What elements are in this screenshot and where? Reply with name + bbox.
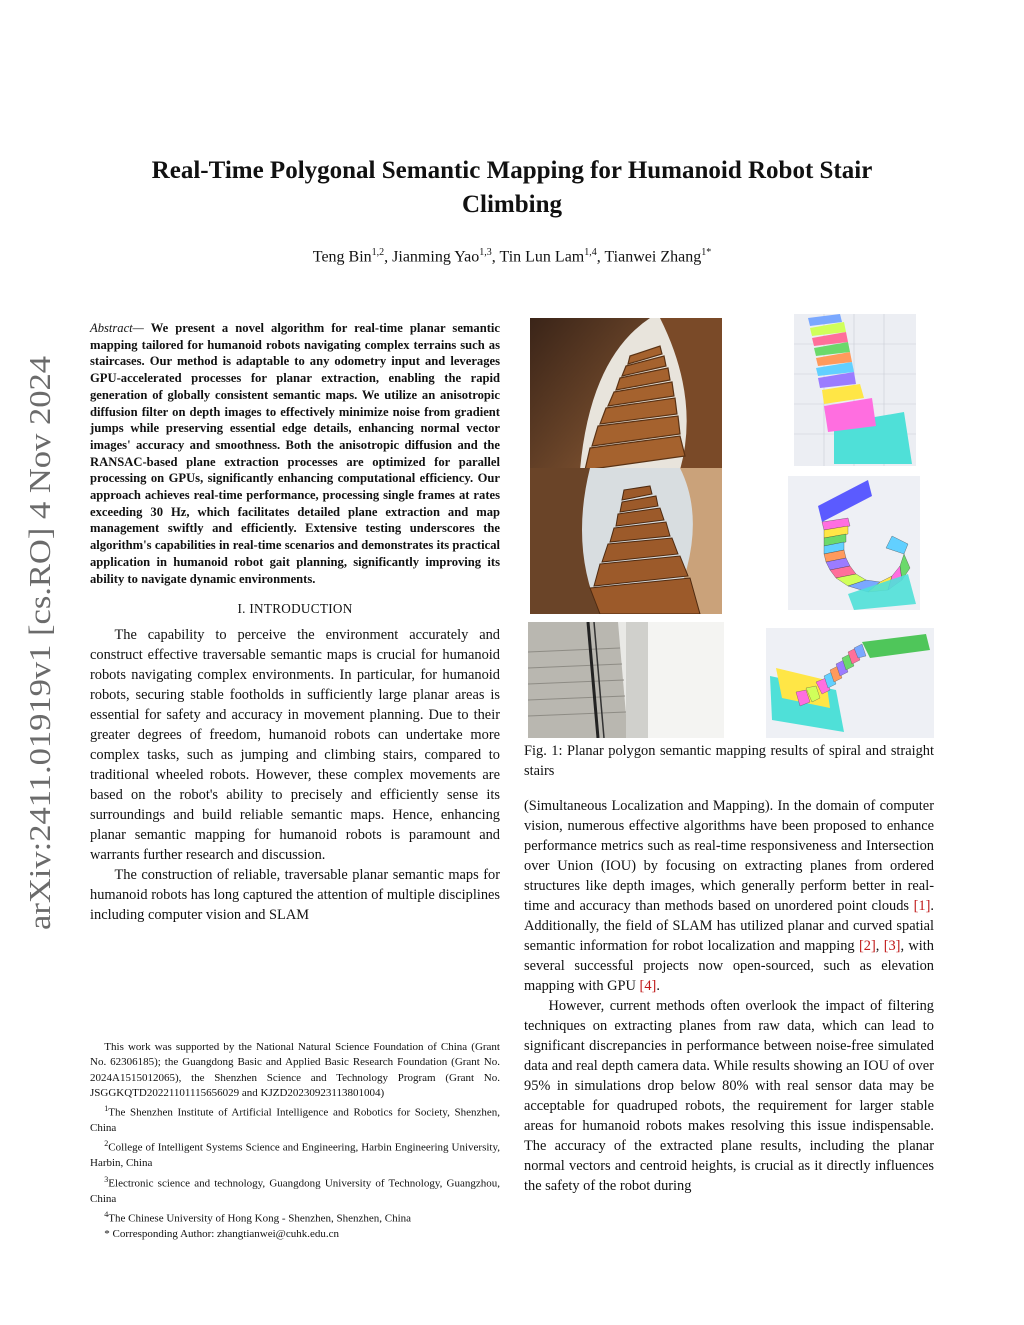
citation-link[interactable]: [4] xyxy=(639,978,657,994)
footnote-affiliation-2: $^2$College of Intelligent Systems Science and Engineering, Harbin Engineering University, Harbin, China xyxy=(90,1139,500,1170)
author-affiliation: 1,2 xyxy=(371,247,385,258)
intro-paragraph-1: The capability to perceive the environment accurately and construct effective traversable semantic maps is crucial for humanoid robots navigating complex environments. In particular, for humanoid robots, securing stable footholds in sufficiently large planar areas is essential for safety and accuracy in movement planning. Due to their greater degrees of freedom, humanoid robots can undertake more complex tasks, such as jumping and climbing stairs, compared to traditional wheeled robots. However, these complex movements are based on the robot's ability to precisely and efficiently sense its surroundings and build reliable semantic maps. Hence, enhancing planar semantic mapping for humanoid robots is paramount and warrants further research and discussion. xyxy=(90,627,500,864)
figure-1 xyxy=(524,312,936,742)
author-affiliation: 1,3 xyxy=(479,247,492,258)
spiral-stairs-photo-1 xyxy=(530,318,722,470)
left-column xyxy=(90,320,500,925)
right-paragraph-1: (Simultaneous Localization and Mapping). In the domain of computer vision, numerous effective algorithms have been proposed to enhance performance metrics such as real-time responsiveness and Intersection over Union (IOU) by focusing on extracting planes from ordered structures like depth images, which generally perform better in real-time and accuracy than methods based on unordered point clouds [1]. Additionally, the field of SLAM has utilized planar and curved spatial semantic information for robot localization and mapping [2], [3], with several successful projects now open-sourced, such as elevation mapping with GPU [4]. xyxy=(524,798,934,994)
semantic-map-2 xyxy=(788,476,920,610)
abstract xyxy=(90,320,500,587)
semantic-map-1 xyxy=(794,314,916,466)
right-paragraph-2: However, current methods often overlook the impact of filtering techniques on extracting planes from raw data, which can lead to significant discrepancies in performance between noise-free simulated data and real depth camera data. While results showing an IOU of over 95% in simulations drop below 80% with real sensor data may be acceptable for quadruped robots, the requirement for larger stable areas for humanoid robots makes resolving this issue indispensable. The accuracy of the extracted plane results, including the planar normal vectors and centroid heights, is crucial as it directly influences the safety of the robot during xyxy=(524,998,934,1194)
author-name: Teng Bin xyxy=(312,248,372,266)
footnote-affiliation-3: $^3$Electronic science and technology, Guangdong University of Technology, Guangzhou, China xyxy=(90,1174,500,1205)
author-name: Tin Lun Lam xyxy=(499,248,585,266)
abstract-text: We present a novel algorithm for real-time planar semantic mapping tailored for humanoid robots navigating complex terrains such as staircases. Our method is adaptable to any odometry input and leverages GPU-accelerated processes for planar extraction, enabling the rapid generation of globally consistent semantic maps. We utilize an anisotropic diffusion filter on depth images to effectively minimize noise from gradient jumps while preserving essential edge details, enhancing normal vector images' accuracy and smoothness. Both the anisotropic diffusion and the RANSAC-based plane extraction processes are optimized for parallel processing on GPUs, significantly enhancing computational efficiency. Our approach achieves real-time performance, processing single frames at rates exceeding 30 Hz, which facilitates detailed plane extraction and map management swiftly and efficiently. Extensive testing underscores the algorithm's capabilities in real-time scenarios and demonstrates its practical application in humanoid robot gait planning, significantly improving its ability to navigate dynamic environments. xyxy=(90,321,500,586)
arxiv-id-text: arXiv:2411.01919v1 [cs.RO] 4 Nov 2024 xyxy=(22,414,57,930)
citation-link[interactable]: [1] xyxy=(913,898,931,914)
spiral-stairs-photo-2 xyxy=(530,468,722,614)
author-name: Tianwei Zhang xyxy=(604,248,702,266)
footnote-funding: This work was supported by the National Natural Science Foundation of China (Grant No. 62306185); the Guangdong Basic and Applied Basic Research Foundation (Grant No. 2024A1515012065), the Shenzhen Science and Technology Program (Grant No. JSGGKQTD20221101115656029 and KJZD20230923113801004) xyxy=(90,1041,500,1099)
footnote-corresponding: * Corresponding Author: zhangtianwei@cuhk.edu.cn xyxy=(104,1227,339,1240)
author-affiliation: 1* xyxy=(701,247,712,258)
footnote-affiliation-1: $^1$The Shenzhen Institute of Artificial Intelligence and Robotics for Society, Shenzhen, China xyxy=(90,1104,500,1135)
arxiv-identifier xyxy=(8,352,66,930)
straight-stairs-photo xyxy=(528,622,724,738)
semantic-map-3 xyxy=(766,628,934,738)
section-heading-introduction: I. INTRODUCTION xyxy=(237,601,353,617)
abstract-lead: Abstract— xyxy=(90,321,144,335)
citation-link[interactable]: [2] xyxy=(858,938,876,954)
author-affiliation: 1,4 xyxy=(584,247,597,258)
author-name: Jianming Yao xyxy=(392,248,480,266)
paper-title: Real-Time Polygonal Semantic Mapping for Humanoid Robot Stair Climbing xyxy=(151,157,873,218)
citation-link[interactable]: [3] xyxy=(883,938,901,954)
footnote-affiliation-4: $^4$The Chinese University of Hong Kong - Shenzhen, Shenzhen, China xyxy=(104,1209,412,1225)
figure-caption: Fig. 1: Planar polygon semantic mapping results of spiral and straight stairs xyxy=(524,743,934,779)
footnotes xyxy=(90,1040,500,1242)
author-list: Teng Bin$^{1,2}$, Jianming Yao$^{1,3}$, Tin Lun Lam$^{1,4}$, Tianwei Zhang$^{1*}$ xyxy=(312,247,712,266)
right-column xyxy=(524,796,934,1196)
intro-paragraph-2: The construction of reliable, traversable planar semantic maps for humanoid robots has long captured the attention of multiple disciplines including computer vision and SLAM xyxy=(90,867,500,924)
